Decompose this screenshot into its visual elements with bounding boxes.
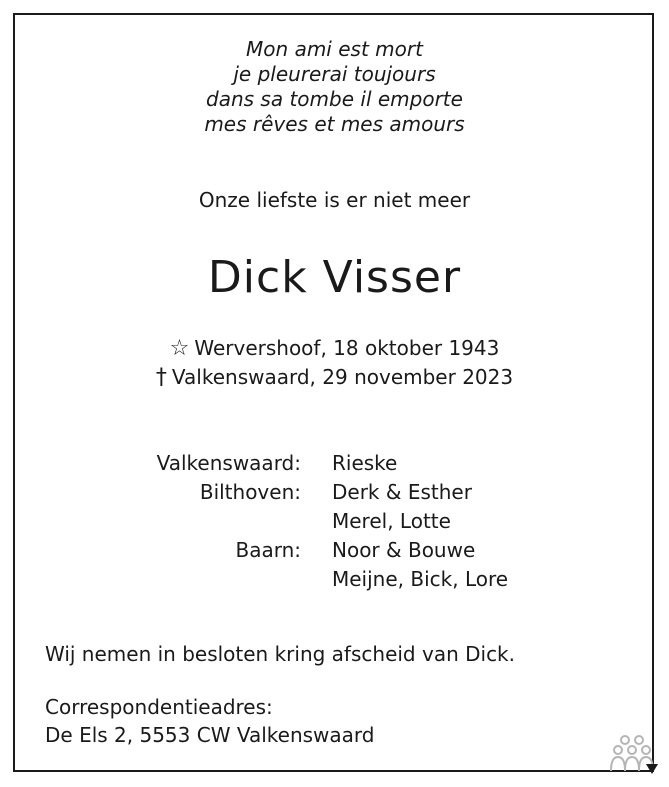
family-names: Noor & Bouwe xyxy=(332,538,476,562)
death-row xyxy=(0,363,669,392)
star-icon: ☆ xyxy=(169,336,190,361)
poem-line: Mon ami est mort xyxy=(246,37,423,61)
family-names: Meijne, Bick, Lore xyxy=(332,567,509,591)
family-place: Valkenswaard: xyxy=(156,451,301,475)
correspondence-address: De Els 2, 5553 CW Valkenswaard xyxy=(45,723,375,747)
birth-row xyxy=(0,334,669,363)
poem-line: je pleurerai toujours xyxy=(233,62,436,86)
family-row xyxy=(0,507,669,536)
family-row xyxy=(0,478,669,507)
family-place: Bilthoven: xyxy=(199,480,301,504)
cross-icon: † xyxy=(155,365,167,390)
birth-text: Wervershoof, 18 oktober 1943 xyxy=(194,336,500,360)
triangle-down-icon[interactable] xyxy=(646,764,658,774)
death-text: Valkenswaard, 29 november 2023 xyxy=(171,365,514,389)
farewell-text: Wij nemen in besloten kring afscheid van Dick. xyxy=(45,642,515,666)
family-row xyxy=(0,565,669,594)
correspondence-label: Correspondentieadres: xyxy=(45,695,273,719)
poem xyxy=(0,37,669,137)
family-row xyxy=(0,536,669,565)
correspondence xyxy=(45,693,374,749)
family-place: Baarn: xyxy=(235,538,301,562)
family-names: Derk & Esther xyxy=(332,480,472,504)
intro-text: Onze liefste is er niet meer xyxy=(198,188,471,212)
family-row xyxy=(0,449,669,478)
poem-line: mes rêves et mes amours xyxy=(204,112,465,136)
life-dates xyxy=(0,334,669,392)
deceased-name: Dick Visser xyxy=(207,252,462,303)
family-list xyxy=(0,449,669,594)
poem-line: dans sa tombe il emporte xyxy=(206,87,463,111)
family-names: Merel, Lotte xyxy=(332,509,451,533)
family-names: Rieske xyxy=(332,451,398,475)
